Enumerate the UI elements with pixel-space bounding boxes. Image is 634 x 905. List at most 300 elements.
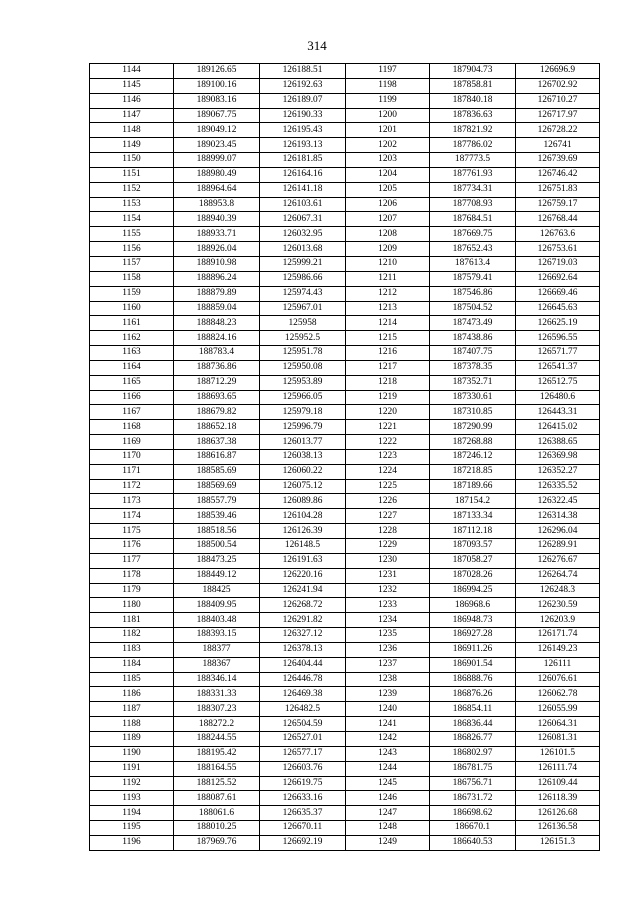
y-coordinate-right-cell: 126741 <box>516 138 600 153</box>
y-coordinate-left-cell: 126603.76 <box>260 761 346 776</box>
table-row <box>90 702 600 717</box>
table-row <box>90 806 600 821</box>
x-coordinate-left-cell: 188393.15 <box>174 628 260 643</box>
y-coordinate-left-cell: 126104.28 <box>260 509 346 524</box>
y-coordinate-left-cell: 126075.12 <box>260 479 346 494</box>
point-number-left-cell: 1185 <box>90 672 174 687</box>
point-number-right-cell: 1209 <box>346 242 430 257</box>
point-number-right-cell: 1225 <box>346 479 430 494</box>
y-coordinate-left-cell: 126670.11 <box>260 821 346 836</box>
y-coordinate-right-cell: 126746.42 <box>516 167 600 182</box>
x-coordinate-right-cell: 187669.75 <box>430 227 516 242</box>
x-coordinate-right-cell: 186994.25 <box>430 583 516 598</box>
x-coordinate-left-cell: 188377 <box>174 642 260 657</box>
y-coordinate-left-cell: 126220.16 <box>260 568 346 583</box>
table-row <box>90 479 600 494</box>
x-coordinate-right-cell: 187858.81 <box>430 78 516 93</box>
y-coordinate-right-cell: 126692.64 <box>516 271 600 286</box>
point-number-right-cell: 1207 <box>346 212 430 227</box>
point-number-left-cell: 1152 <box>90 182 174 197</box>
point-number-right-cell: 1235 <box>346 628 430 643</box>
point-number-right-cell: 1199 <box>346 93 430 108</box>
point-number-right-cell: 1221 <box>346 420 430 435</box>
x-coordinate-right-cell: 187378.35 <box>430 360 516 375</box>
table-row <box>90 731 600 746</box>
point-number-right-cell: 1215 <box>346 331 430 346</box>
y-coordinate-right-cell: 126480.6 <box>516 390 600 405</box>
y-coordinate-right-cell: 126055.99 <box>516 702 600 717</box>
y-coordinate-right-cell: 126081.31 <box>516 731 600 746</box>
point-number-right-cell: 1217 <box>346 360 430 375</box>
point-number-left-cell: 1171 <box>90 464 174 479</box>
y-coordinate-left-cell: 126619.75 <box>260 776 346 791</box>
point-number-left-cell: 1144 <box>90 64 174 79</box>
x-coordinate-left-cell: 188953.8 <box>174 197 260 212</box>
y-coordinate-right-cell: 126388.65 <box>516 435 600 450</box>
point-number-right-cell: 1224 <box>346 464 430 479</box>
y-coordinate-right-cell: 126625.19 <box>516 316 600 331</box>
x-coordinate-left-cell: 188616.87 <box>174 449 260 464</box>
y-coordinate-right-cell: 126314.38 <box>516 509 600 524</box>
x-coordinate-left-cell: 188679.82 <box>174 405 260 420</box>
y-coordinate-right-cell: 126443.31 <box>516 405 600 420</box>
x-coordinate-left-cell: 188331.33 <box>174 687 260 702</box>
table-row <box>90 64 600 79</box>
point-number-right-cell: 1248 <box>346 821 430 836</box>
point-number-right-cell: 1205 <box>346 182 430 197</box>
point-number-right-cell: 1240 <box>346 702 430 717</box>
y-coordinate-right-cell: 126118.39 <box>516 791 600 806</box>
point-number-right-cell: 1214 <box>346 316 430 331</box>
point-number-right-cell: 1245 <box>346 776 430 791</box>
table-row <box>90 212 600 227</box>
x-coordinate-right-cell: 186756.71 <box>430 776 516 791</box>
point-number-right-cell: 1231 <box>346 568 430 583</box>
x-coordinate-right-cell: 186836.44 <box>430 717 516 732</box>
table-row <box>90 583 600 598</box>
point-number-right-cell: 1243 <box>346 746 430 761</box>
y-coordinate-right-cell: 126203.9 <box>516 613 600 628</box>
point-number-left-cell: 1184 <box>90 657 174 672</box>
table-row <box>90 360 600 375</box>
point-number-right-cell: 1232 <box>346 583 430 598</box>
y-coordinate-left-cell: 126188.51 <box>260 64 346 79</box>
x-coordinate-left-cell: 188896.24 <box>174 271 260 286</box>
point-number-right-cell: 1228 <box>346 524 430 539</box>
table-row <box>90 78 600 93</box>
y-coordinate-left-cell: 126089.86 <box>260 494 346 509</box>
y-coordinate-right-cell: 126230.59 <box>516 598 600 613</box>
y-coordinate-right-cell: 126541.37 <box>516 360 600 375</box>
point-number-right-cell: 1202 <box>346 138 430 153</box>
point-number-right-cell: 1249 <box>346 835 430 850</box>
x-coordinate-right-cell: 186731.72 <box>430 791 516 806</box>
x-coordinate-left-cell: 188557.79 <box>174 494 260 509</box>
y-coordinate-right-cell: 126289.91 <box>516 539 600 554</box>
x-coordinate-left-cell: 188539.46 <box>174 509 260 524</box>
point-number-left-cell: 1179 <box>90 583 174 598</box>
point-number-left-cell: 1158 <box>90 271 174 286</box>
table-row <box>90 405 600 420</box>
x-coordinate-right-cell: 186826.77 <box>430 731 516 746</box>
y-coordinate-right-cell: 126512.75 <box>516 375 600 390</box>
y-coordinate-left-cell: 126404.44 <box>260 657 346 672</box>
y-coordinate-right-cell: 126768.44 <box>516 212 600 227</box>
y-coordinate-left-cell: 126148.5 <box>260 539 346 554</box>
point-number-left-cell: 1150 <box>90 153 174 168</box>
x-coordinate-right-cell: 187652.43 <box>430 242 516 257</box>
table-row <box>90 108 600 123</box>
y-coordinate-right-cell: 126702.92 <box>516 78 600 93</box>
point-number-left-cell: 1159 <box>90 286 174 301</box>
x-coordinate-left-cell: 188637.38 <box>174 435 260 450</box>
point-number-right-cell: 1201 <box>346 123 430 138</box>
x-coordinate-right-cell: 187734.31 <box>430 182 516 197</box>
x-coordinate-left-cell: 188244.55 <box>174 731 260 746</box>
x-coordinate-right-cell: 187154.2 <box>430 494 516 509</box>
y-coordinate-left-cell: 126482.5 <box>260 702 346 717</box>
point-number-left-cell: 1176 <box>90 539 174 554</box>
x-coordinate-left-cell: 188652.18 <box>174 420 260 435</box>
table-row <box>90 613 600 628</box>
x-coordinate-right-cell: 187840.18 <box>430 93 516 108</box>
y-coordinate-right-cell: 126415.02 <box>516 420 600 435</box>
y-coordinate-right-cell: 126264.74 <box>516 568 600 583</box>
x-coordinate-left-cell: 189126.65 <box>174 64 260 79</box>
point-number-left-cell: 1186 <box>90 687 174 702</box>
y-coordinate-left-cell: 125999.21 <box>260 256 346 271</box>
point-number-right-cell: 1197 <box>346 64 430 79</box>
x-coordinate-right-cell: 187058.27 <box>430 553 516 568</box>
point-number-left-cell: 1151 <box>90 167 174 182</box>
y-coordinate-right-cell: 126645.63 <box>516 301 600 316</box>
point-number-left-cell: 1169 <box>90 435 174 450</box>
y-coordinate-right-cell: 126248.3 <box>516 583 600 598</box>
y-coordinate-left-cell: 126268.72 <box>260 598 346 613</box>
x-coordinate-left-cell: 188087.61 <box>174 791 260 806</box>
point-number-left-cell: 1187 <box>90 702 174 717</box>
x-coordinate-right-cell: 187836.63 <box>430 108 516 123</box>
x-coordinate-left-cell: 188449.12 <box>174 568 260 583</box>
y-coordinate-left-cell: 126504.59 <box>260 717 346 732</box>
y-coordinate-left-cell: 126291.82 <box>260 613 346 628</box>
x-coordinate-left-cell: 188061.6 <box>174 806 260 821</box>
y-coordinate-right-cell: 126335.52 <box>516 479 600 494</box>
point-number-right-cell: 1218 <box>346 375 430 390</box>
table-row <box>90 524 600 539</box>
y-coordinate-right-cell: 126753.61 <box>516 242 600 257</box>
y-coordinate-left-cell: 125951.78 <box>260 346 346 361</box>
x-coordinate-left-cell: 188879.89 <box>174 286 260 301</box>
x-coordinate-left-cell: 188999.07 <box>174 153 260 168</box>
y-coordinate-left-cell: 126060.22 <box>260 464 346 479</box>
x-coordinate-left-cell: 188367 <box>174 657 260 672</box>
table-row <box>90 167 600 182</box>
table-row <box>90 93 600 108</box>
x-coordinate-left-cell: 188848.23 <box>174 316 260 331</box>
x-coordinate-right-cell: 187904.73 <box>430 64 516 79</box>
y-coordinate-left-cell: 126635.37 <box>260 806 346 821</box>
y-coordinate-left-cell: 126195.43 <box>260 123 346 138</box>
point-number-left-cell: 1166 <box>90 390 174 405</box>
y-coordinate-right-cell: 126111 <box>516 657 600 672</box>
x-coordinate-right-cell: 186670.1 <box>430 821 516 836</box>
y-coordinate-right-cell: 126759.17 <box>516 197 600 212</box>
point-number-left-cell: 1181 <box>90 613 174 628</box>
x-coordinate-left-cell: 188518.56 <box>174 524 260 539</box>
point-number-left-cell: 1160 <box>90 301 174 316</box>
x-coordinate-right-cell: 187773.5 <box>430 153 516 168</box>
y-coordinate-left-cell: 126191.63 <box>260 553 346 568</box>
y-coordinate-right-cell: 126696.9 <box>516 64 600 79</box>
point-number-left-cell: 1174 <box>90 509 174 524</box>
point-number-right-cell: 1246 <box>346 791 430 806</box>
table-row <box>90 539 600 554</box>
point-number-left-cell: 1146 <box>90 93 174 108</box>
y-coordinate-right-cell: 126276.67 <box>516 553 600 568</box>
x-coordinate-left-cell: 188910.98 <box>174 256 260 271</box>
x-coordinate-left-cell: 188500.54 <box>174 539 260 554</box>
point-number-right-cell: 1222 <box>346 435 430 450</box>
x-coordinate-right-cell: 186948.73 <box>430 613 516 628</box>
y-coordinate-left-cell: 125953.89 <box>260 375 346 390</box>
x-coordinate-left-cell: 189100.16 <box>174 78 260 93</box>
point-number-left-cell: 1182 <box>90 628 174 643</box>
x-coordinate-right-cell: 187133.34 <box>430 509 516 524</box>
table-row <box>90 331 600 346</box>
x-coordinate-right-cell: 186854.11 <box>430 702 516 717</box>
y-coordinate-right-cell: 126111.74 <box>516 761 600 776</box>
y-coordinate-left-cell: 126241.94 <box>260 583 346 598</box>
point-number-left-cell: 1147 <box>90 108 174 123</box>
y-coordinate-left-cell: 126446.78 <box>260 672 346 687</box>
x-coordinate-right-cell: 187218.85 <box>430 464 516 479</box>
y-coordinate-right-cell: 126728.22 <box>516 123 600 138</box>
x-coordinate-right-cell: 187310.85 <box>430 405 516 420</box>
x-coordinate-left-cell: 188933.71 <box>174 227 260 242</box>
table-row <box>90 390 600 405</box>
x-coordinate-left-cell: 188926.04 <box>174 242 260 257</box>
point-number-left-cell: 1196 <box>90 835 174 850</box>
point-number-left-cell: 1156 <box>90 242 174 257</box>
y-coordinate-left-cell: 126181.85 <box>260 153 346 168</box>
point-number-left-cell: 1172 <box>90 479 174 494</box>
point-number-right-cell: 1213 <box>346 301 430 316</box>
table-row <box>90 464 600 479</box>
x-coordinate-left-cell: 189083.16 <box>174 93 260 108</box>
table-row <box>90 553 600 568</box>
y-coordinate-left-cell: 126193.13 <box>260 138 346 153</box>
y-coordinate-left-cell: 126190.33 <box>260 108 346 123</box>
table-row <box>90 182 600 197</box>
x-coordinate-right-cell: 187246.12 <box>430 449 516 464</box>
y-coordinate-left-cell: 126327.12 <box>260 628 346 643</box>
x-coordinate-right-cell: 187821.92 <box>430 123 516 138</box>
x-coordinate-right-cell: 187352.71 <box>430 375 516 390</box>
x-coordinate-left-cell: 188409.95 <box>174 598 260 613</box>
x-coordinate-right-cell: 186927.28 <box>430 628 516 643</box>
table-row <box>90 449 600 464</box>
point-number-right-cell: 1238 <box>346 672 430 687</box>
y-coordinate-right-cell: 126369.98 <box>516 449 600 464</box>
table-row <box>90 271 600 286</box>
x-coordinate-left-cell: 188964.64 <box>174 182 260 197</box>
table-row <box>90 227 600 242</box>
y-coordinate-right-cell: 126149.23 <box>516 642 600 657</box>
point-number-left-cell: 1145 <box>90 78 174 93</box>
point-number-left-cell: 1168 <box>90 420 174 435</box>
point-number-right-cell: 1226 <box>346 494 430 509</box>
y-coordinate-right-cell: 126076.61 <box>516 672 600 687</box>
y-coordinate-left-cell: 125974.43 <box>260 286 346 301</box>
x-coordinate-right-cell: 187189.66 <box>430 479 516 494</box>
table-row <box>90 123 600 138</box>
table-row <box>90 687 600 702</box>
point-number-right-cell: 1241 <box>346 717 430 732</box>
y-coordinate-right-cell: 126109.44 <box>516 776 600 791</box>
y-coordinate-right-cell: 126296.04 <box>516 524 600 539</box>
table-row <box>90 672 600 687</box>
y-coordinate-right-cell: 126717.97 <box>516 108 600 123</box>
point-number-left-cell: 1167 <box>90 405 174 420</box>
y-coordinate-left-cell: 126577.17 <box>260 746 346 761</box>
x-coordinate-right-cell: 186640.53 <box>430 835 516 850</box>
point-number-left-cell: 1189 <box>90 731 174 746</box>
point-number-left-cell: 1165 <box>90 375 174 390</box>
x-coordinate-right-cell: 187268.88 <box>430 435 516 450</box>
point-number-left-cell: 1154 <box>90 212 174 227</box>
point-number-right-cell: 1223 <box>346 449 430 464</box>
x-coordinate-right-cell: 187473.49 <box>430 316 516 331</box>
table-row <box>90 316 600 331</box>
y-coordinate-right-cell: 126101.5 <box>516 746 600 761</box>
x-coordinate-right-cell: 186888.76 <box>430 672 516 687</box>
y-coordinate-right-cell: 126719.03 <box>516 256 600 271</box>
x-coordinate-left-cell: 188425 <box>174 583 260 598</box>
coordinates-table <box>89 63 600 851</box>
x-coordinate-left-cell: 189067.75 <box>174 108 260 123</box>
point-number-right-cell: 1239 <box>346 687 430 702</box>
y-coordinate-left-cell: 125966.05 <box>260 390 346 405</box>
y-coordinate-left-cell: 126527.01 <box>260 731 346 746</box>
x-coordinate-right-cell: 186698.62 <box>430 806 516 821</box>
table-row <box>90 301 600 316</box>
x-coordinate-left-cell: 189023.45 <box>174 138 260 153</box>
y-coordinate-left-cell: 125979.18 <box>260 405 346 420</box>
point-number-left-cell: 1178 <box>90 568 174 583</box>
point-number-left-cell: 1191 <box>90 761 174 776</box>
point-number-right-cell: 1219 <box>346 390 430 405</box>
point-number-left-cell: 1162 <box>90 331 174 346</box>
y-coordinate-right-cell: 126352.27 <box>516 464 600 479</box>
point-number-right-cell: 1230 <box>346 553 430 568</box>
x-coordinate-right-cell: 187438.86 <box>430 331 516 346</box>
y-coordinate-left-cell: 126141.18 <box>260 182 346 197</box>
x-coordinate-left-cell: 188693.65 <box>174 390 260 405</box>
y-coordinate-right-cell: 126710.27 <box>516 93 600 108</box>
point-number-right-cell: 1208 <box>346 227 430 242</box>
point-number-left-cell: 1157 <box>90 256 174 271</box>
point-number-left-cell: 1175 <box>90 524 174 539</box>
x-coordinate-right-cell: 187708.93 <box>430 197 516 212</box>
point-number-left-cell: 1188 <box>90 717 174 732</box>
point-number-left-cell: 1192 <box>90 776 174 791</box>
table-row <box>90 197 600 212</box>
x-coordinate-left-cell: 188569.69 <box>174 479 260 494</box>
y-coordinate-right-cell: 126751.83 <box>516 182 600 197</box>
x-coordinate-left-cell: 188824.16 <box>174 331 260 346</box>
y-coordinate-left-cell: 126192.63 <box>260 78 346 93</box>
point-number-left-cell: 1173 <box>90 494 174 509</box>
y-coordinate-left-cell: 126189.07 <box>260 93 346 108</box>
x-coordinate-right-cell: 187761.93 <box>430 167 516 182</box>
point-number-right-cell: 1216 <box>346 346 430 361</box>
table-row <box>90 420 600 435</box>
point-number-right-cell: 1242 <box>346 731 430 746</box>
table-row <box>90 568 600 583</box>
y-coordinate-left-cell: 125952.5 <box>260 331 346 346</box>
y-coordinate-left-cell: 126378.13 <box>260 642 346 657</box>
point-number-right-cell: 1198 <box>346 78 430 93</box>
y-coordinate-left-cell: 125967.01 <box>260 301 346 316</box>
x-coordinate-left-cell: 188125.52 <box>174 776 260 791</box>
point-number-left-cell: 1190 <box>90 746 174 761</box>
table-row <box>90 835 600 850</box>
x-coordinate-left-cell: 188585.69 <box>174 464 260 479</box>
x-coordinate-left-cell: 187969.76 <box>174 835 260 850</box>
y-coordinate-left-cell: 126038.13 <box>260 449 346 464</box>
table-row <box>90 791 600 806</box>
point-number-right-cell: 1206 <box>346 197 430 212</box>
point-number-right-cell: 1234 <box>346 613 430 628</box>
y-coordinate-left-cell: 126692.19 <box>260 835 346 850</box>
y-coordinate-left-cell: 126164.16 <box>260 167 346 182</box>
x-coordinate-left-cell: 188980.49 <box>174 167 260 182</box>
x-coordinate-right-cell: 187330.61 <box>430 390 516 405</box>
x-coordinate-right-cell: 187504.52 <box>430 301 516 316</box>
point-number-right-cell: 1203 <box>346 153 430 168</box>
x-coordinate-right-cell: 187613.4 <box>430 256 516 271</box>
y-coordinate-left-cell: 125958 <box>260 316 346 331</box>
y-coordinate-right-cell: 126126.68 <box>516 806 600 821</box>
x-coordinate-left-cell: 188307.23 <box>174 702 260 717</box>
table-row <box>90 435 600 450</box>
point-number-left-cell: 1194 <box>90 806 174 821</box>
x-coordinate-right-cell: 187112.18 <box>430 524 516 539</box>
table-row <box>90 642 600 657</box>
point-number-left-cell: 1149 <box>90 138 174 153</box>
table-row <box>90 761 600 776</box>
x-coordinate-left-cell: 188859.04 <box>174 301 260 316</box>
x-coordinate-left-cell: 188783.4 <box>174 346 260 361</box>
table-row <box>90 628 600 643</box>
coordinates-table-body <box>90 64 600 851</box>
point-number-left-cell: 1195 <box>90 821 174 836</box>
y-coordinate-right-cell: 126171.74 <box>516 628 600 643</box>
point-number-left-cell: 1153 <box>90 197 174 212</box>
point-number-left-cell: 1183 <box>90 642 174 657</box>
x-coordinate-left-cell: 188195.42 <box>174 746 260 761</box>
x-coordinate-right-cell: 186781.75 <box>430 761 516 776</box>
point-number-right-cell: 1237 <box>346 657 430 672</box>
table-row <box>90 598 600 613</box>
point-number-left-cell: 1180 <box>90 598 174 613</box>
table-row <box>90 509 600 524</box>
point-number-left-cell: 1177 <box>90 553 174 568</box>
table-row <box>90 256 600 271</box>
point-number-right-cell: 1236 <box>346 642 430 657</box>
x-coordinate-left-cell: 188010.25 <box>174 821 260 836</box>
